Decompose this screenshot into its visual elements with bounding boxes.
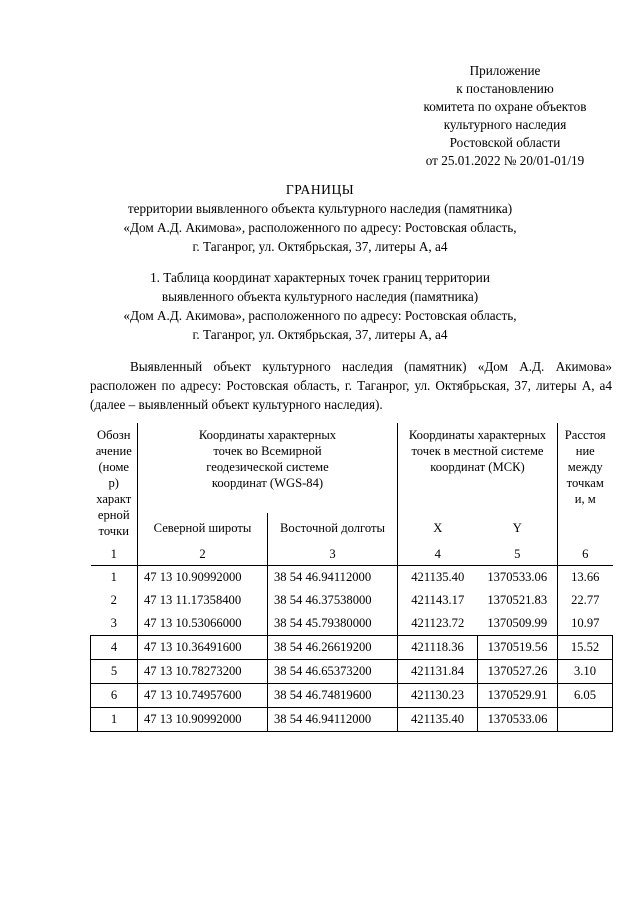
header-east-lon: Восточной долготы	[268, 513, 398, 543]
table-row	[91, 612, 613, 636]
title-line: г. Таганрог, ул. Октябрьская, 37, литеры А, а4	[192, 239, 448, 254]
intro-paragraph	[90, 357, 612, 414]
latitude-cell: 47 13 10.90992000	[138, 566, 268, 590]
longitude-cell: 38 54 46.94112000	[268, 708, 398, 732]
column-numbers-row	[91, 543, 613, 566]
table-row	[91, 589, 613, 612]
distance-cell	[558, 708, 613, 732]
coordinates-table	[90, 423, 613, 732]
header-msk: Координаты характерных точек в местной системе координат (МСК)	[398, 423, 558, 513]
appendix-line: Ростовской области	[449, 135, 561, 150]
longitude-cell: 38 54 46.94112000	[268, 566, 398, 590]
table-title-line: г. Таганрог, ул. Октябрьская, 37, литеры А, а4	[192, 327, 448, 342]
point-number: 6	[91, 684, 138, 708]
longitude-cell: 38 54 46.74819600	[268, 684, 398, 708]
point-number: 1	[91, 708, 138, 732]
header-y: Y	[478, 513, 558, 543]
column-number: 3	[268, 543, 398, 566]
y-cell: 1370509.99	[478, 612, 558, 636]
x-cell: 421143.17	[411, 593, 465, 607]
table-title	[0, 268, 640, 344]
x-cell: 421135.40	[398, 708, 478, 732]
table-title-line: 1. Таблица координат характерных точек границ территории	[150, 270, 490, 285]
column-number: 1	[91, 543, 138, 566]
title-line: «Дом А.Д. Акимова», расположенного по адресу: Ростовская область,	[123, 220, 517, 235]
y-cell: 1370529.91	[478, 684, 558, 708]
latitude-cell: 47 13 10.78273200	[138, 660, 268, 684]
table-row	[91, 660, 613, 684]
column-number: 2	[138, 543, 268, 566]
x-cell: 421123.72	[398, 612, 478, 636]
column-number: 5	[478, 543, 558, 566]
point-number: 1	[91, 566, 138, 590]
document-title	[0, 180, 640, 256]
longitude-cell: 38 54 45.79380000	[268, 612, 398, 636]
longitude-cell: 38 54 46.65373200	[268, 660, 398, 684]
latitude-cell: 47 13 10.74957600	[138, 684, 268, 708]
intro-text: Выявленный объект культурного наследия (памятник) «Дом А.Д. Акимова» расположен по адресу: Ростовская область, г. Таганрог, ул. Октябрьская, 37, литеры А, а4 (далее – выявленный объект культурного наследия).	[90, 359, 612, 412]
appendix-line: комитета по охране объектов	[423, 99, 587, 114]
table-title-line: «Дом А.Д. Акимова», расположенного по адресу: Ростовская область,	[123, 308, 517, 323]
table-title-line: выявленного объекта культурного наследия (памятника)	[161, 289, 479, 304]
latitude-cell: 47 13 11.17358400	[138, 589, 268, 612]
appendix-line: культурного наследия	[443, 117, 567, 132]
column-number: 6	[558, 543, 613, 566]
header-point-id: Обозн ачение (номе р) характ ерной точки	[91, 423, 138, 543]
title-heading: ГРАНИЦЫ	[285, 182, 355, 197]
distance-cell: 3.10	[558, 660, 613, 684]
latitude-cell: 47 13 10.36491600	[138, 636, 268, 660]
latitude-cell: 47 13 10.53066000	[138, 612, 268, 636]
y-cell: 1370521.83	[478, 589, 558, 612]
table-row	[91, 636, 613, 660]
longitude-cell: 38 54 46.26619200	[268, 636, 398, 660]
title-line: территории выявленного объекта культурного наследия (памятника)	[127, 201, 513, 216]
appendix-block	[390, 62, 620, 170]
x-cell: 421131.84	[398, 660, 478, 684]
distance-cell: 10.97	[558, 612, 613, 636]
distance-cell: 22.77	[571, 593, 600, 607]
column-number: 4	[398, 543, 478, 566]
table-header-row	[91, 423, 613, 513]
point-number: 2	[91, 589, 138, 612]
latitude-cell: 47 13 10.90992000	[138, 708, 268, 732]
y-cell: 1370533.06	[478, 566, 558, 590]
appendix-line: Приложение	[469, 63, 541, 78]
header-north-lat: Северной широты	[138, 513, 268, 543]
point-number: 4	[91, 636, 138, 660]
y-cell: 1370527.26	[478, 660, 558, 684]
distance-cell: 13.66	[571, 570, 600, 584]
table-row	[91, 684, 613, 708]
y-cell: 1370519.56	[478, 636, 558, 660]
y-cell: 1370533.06	[478, 708, 558, 732]
longitude-cell: 38 54 46.37538000	[268, 589, 398, 612]
point-number: 5	[91, 660, 138, 684]
x-cell: 421118.36	[398, 636, 478, 660]
table-subheader-row	[91, 513, 613, 543]
appendix-line: к постановлению	[456, 81, 554, 96]
x-cell: 421130.23	[398, 684, 478, 708]
table-row	[91, 708, 613, 732]
table-row	[91, 566, 613, 590]
distance-cell: 6.05	[558, 684, 613, 708]
distance-cell: 15.52	[558, 636, 613, 660]
appendix-date: от 25.01.2022 № 20/01-01/19	[425, 153, 585, 168]
header-x: X	[433, 521, 443, 535]
point-number: 3	[91, 612, 138, 636]
x-cell: 421135.40	[411, 570, 465, 584]
header-wgs84: Координаты характерных точек во Всемирной геодезической системе координат (WGS-84)	[138, 423, 398, 513]
header-distance: Расстоя ние между точкам и, м	[564, 428, 606, 506]
